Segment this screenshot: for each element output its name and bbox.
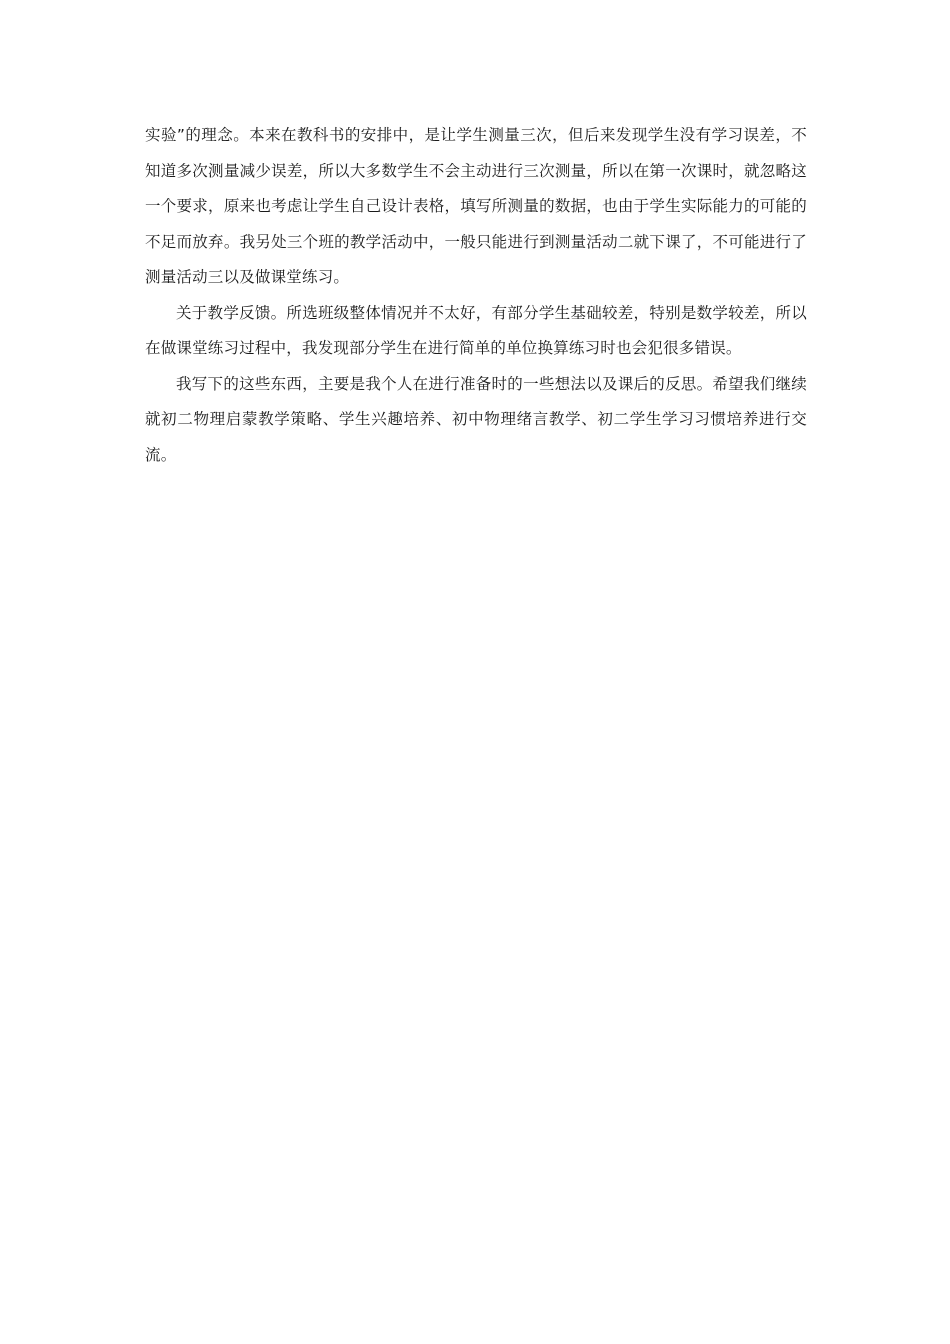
- document-body: [145, 118, 807, 473]
- paragraph-1: 实验”的理念。本来在教科书的安排中，是让学生测量三次，但后来发现学生没有学习误差，不知道多次测量减少误差，所以大多数学生不会主动进行三次测量，所以在第一次课时，就忽略这一个要求，原来也考虑让学生自己设计表格，填写所测量的数据，也由于学生实际能力的可能的不足而放弃。我另处三个班的教学活动中，一般只能进行到测量活动二就下课了，不可能进行了测量活动三以及做课堂练习。: [145, 126, 807, 286]
- paragraph-3: 我写下的这些东西，主要是我个人在进行准备时的一些想法以及课后的反思。希望我们继续就初二物理启蒙教学策略、学生兴趣培养、初中物理绪言教学、初二学生学习习惯培养进行交流。: [145, 374, 807, 464]
- paragraph-2: 关于教学反馈。所选班级整体情况并不太好，有部分学生基础较差，特别是数学较差，所以在做课堂练习过程中，我发现部分学生在进行简单的单位换算练习时也会犯很多错误。: [145, 303, 807, 357]
